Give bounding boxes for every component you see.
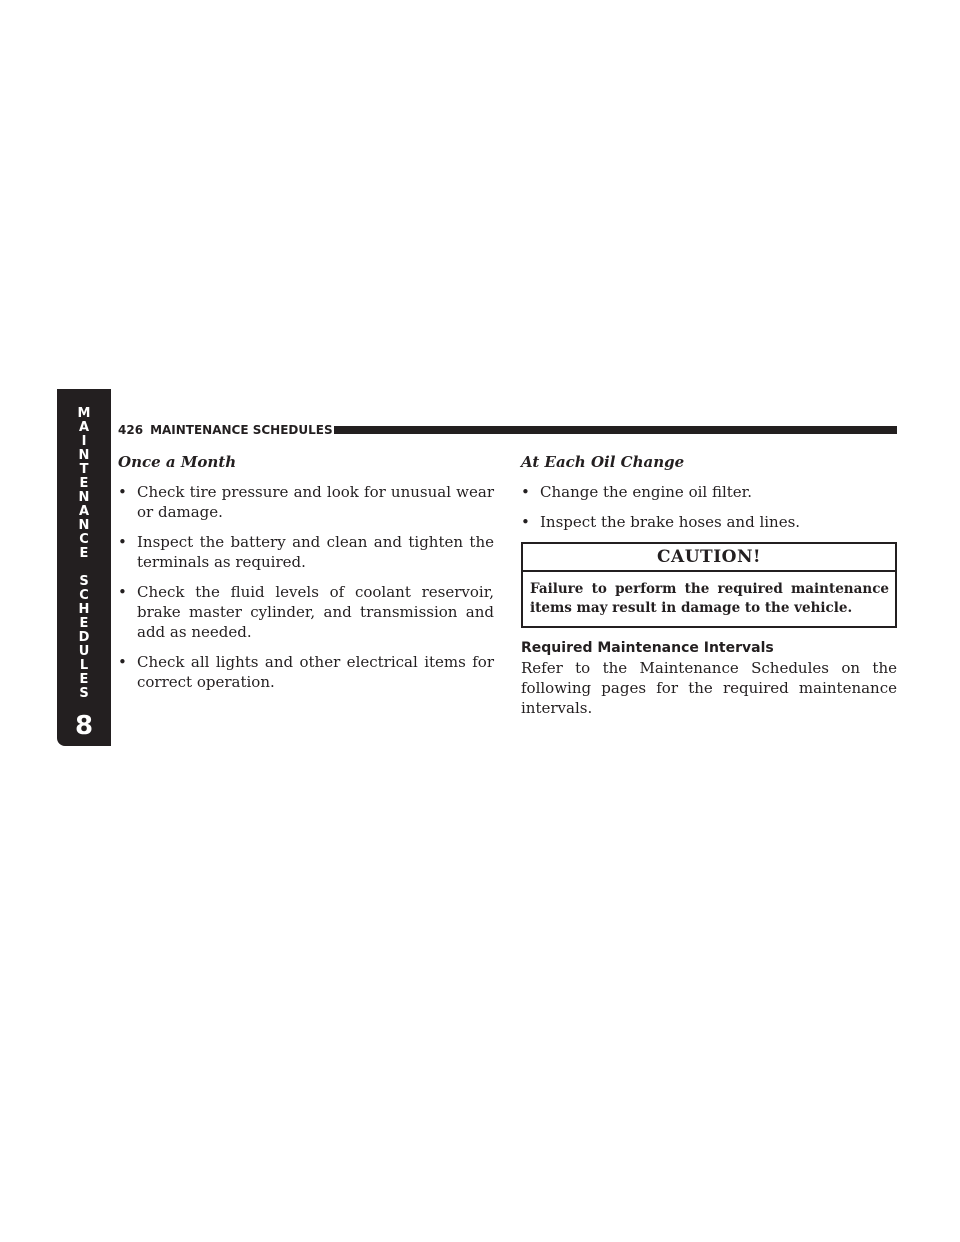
page-header <box>118 422 333 438</box>
bullet-icon: • <box>118 483 127 501</box>
right-column <box>521 452 897 718</box>
side-tab-letter: C <box>79 532 89 547</box>
side-tab-letter: E <box>79 672 89 687</box>
side-tab-letter: C <box>79 588 89 603</box>
once-a-month-heading: Once a Month <box>118 453 237 471</box>
required-intervals-paragraph: Refer to the Maintenance Schedules on the following pages for the required maintenance intervals. <box>521 659 897 717</box>
list-item: • Change the engine oil filter. <box>521 483 752 501</box>
side-tab-letter: N <box>78 448 90 463</box>
bullet-icon: • <box>118 653 127 671</box>
chapter-title: MAINTENANCE SCHEDULES <box>150 423 333 437</box>
list-item: • Check tire pressure and look for unusual wear or damage. <box>118 483 494 521</box>
page-number: 426 <box>118 423 144 437</box>
side-tab-letter: T <box>79 462 89 477</box>
left-column <box>118 452 494 702</box>
side-tab-letter: H <box>78 602 90 617</box>
required-intervals-heading: Required Maintenance Intervals <box>521 640 774 656</box>
side-tab-letter: M <box>77 406 91 421</box>
side-tab-letter: L <box>79 658 89 673</box>
bullet-icon: • <box>118 533 127 551</box>
once-a-month-list <box>118 482 494 692</box>
list-item: • Check the fluid levels of coolant reservoir, brake master cylinder, and transmission and add as needed. <box>118 583 494 641</box>
chapter-number: 8 <box>74 711 94 741</box>
side-tab-letter: E <box>79 476 89 491</box>
side-tab-letter: N <box>78 490 90 505</box>
header-rule <box>334 426 897 434</box>
caution-title: CAUTION! <box>523 544 895 572</box>
caution-box <box>521 542 897 628</box>
side-tab-letter: S <box>79 686 89 701</box>
side-tab-letter: A <box>78 504 90 519</box>
list-item: • Inspect the battery and clean and tighten the terminals as required. <box>118 533 494 571</box>
side-tab-letter: I <box>81 434 87 449</box>
side-tab-letter: N <box>78 518 90 533</box>
list-item: • Check all lights and other electrical items for correct operation. <box>118 653 494 691</box>
bullet-icon: • <box>521 483 530 501</box>
chapter-side-tab-letters <box>57 407 111 701</box>
side-tab-letter: U <box>78 644 90 659</box>
chapter-side-tab <box>57 389 111 746</box>
list-item: • Inspect the brake hoses and lines. <box>521 513 801 531</box>
side-tab-letter: E <box>79 546 89 561</box>
caution-text: Failure to perform the required maintenance items may result in damage to the vehicle. <box>530 581 889 616</box>
bullet-icon: • <box>118 583 127 601</box>
side-tab-letter: S <box>79 574 89 589</box>
oil-change-heading: At Each Oil Change <box>521 453 685 471</box>
oil-change-list <box>521 482 897 532</box>
side-tab-letter: E <box>79 616 89 631</box>
side-tab-letter: D <box>78 630 90 645</box>
bullet-icon: • <box>521 513 530 531</box>
side-tab-letter: A <box>78 420 90 435</box>
